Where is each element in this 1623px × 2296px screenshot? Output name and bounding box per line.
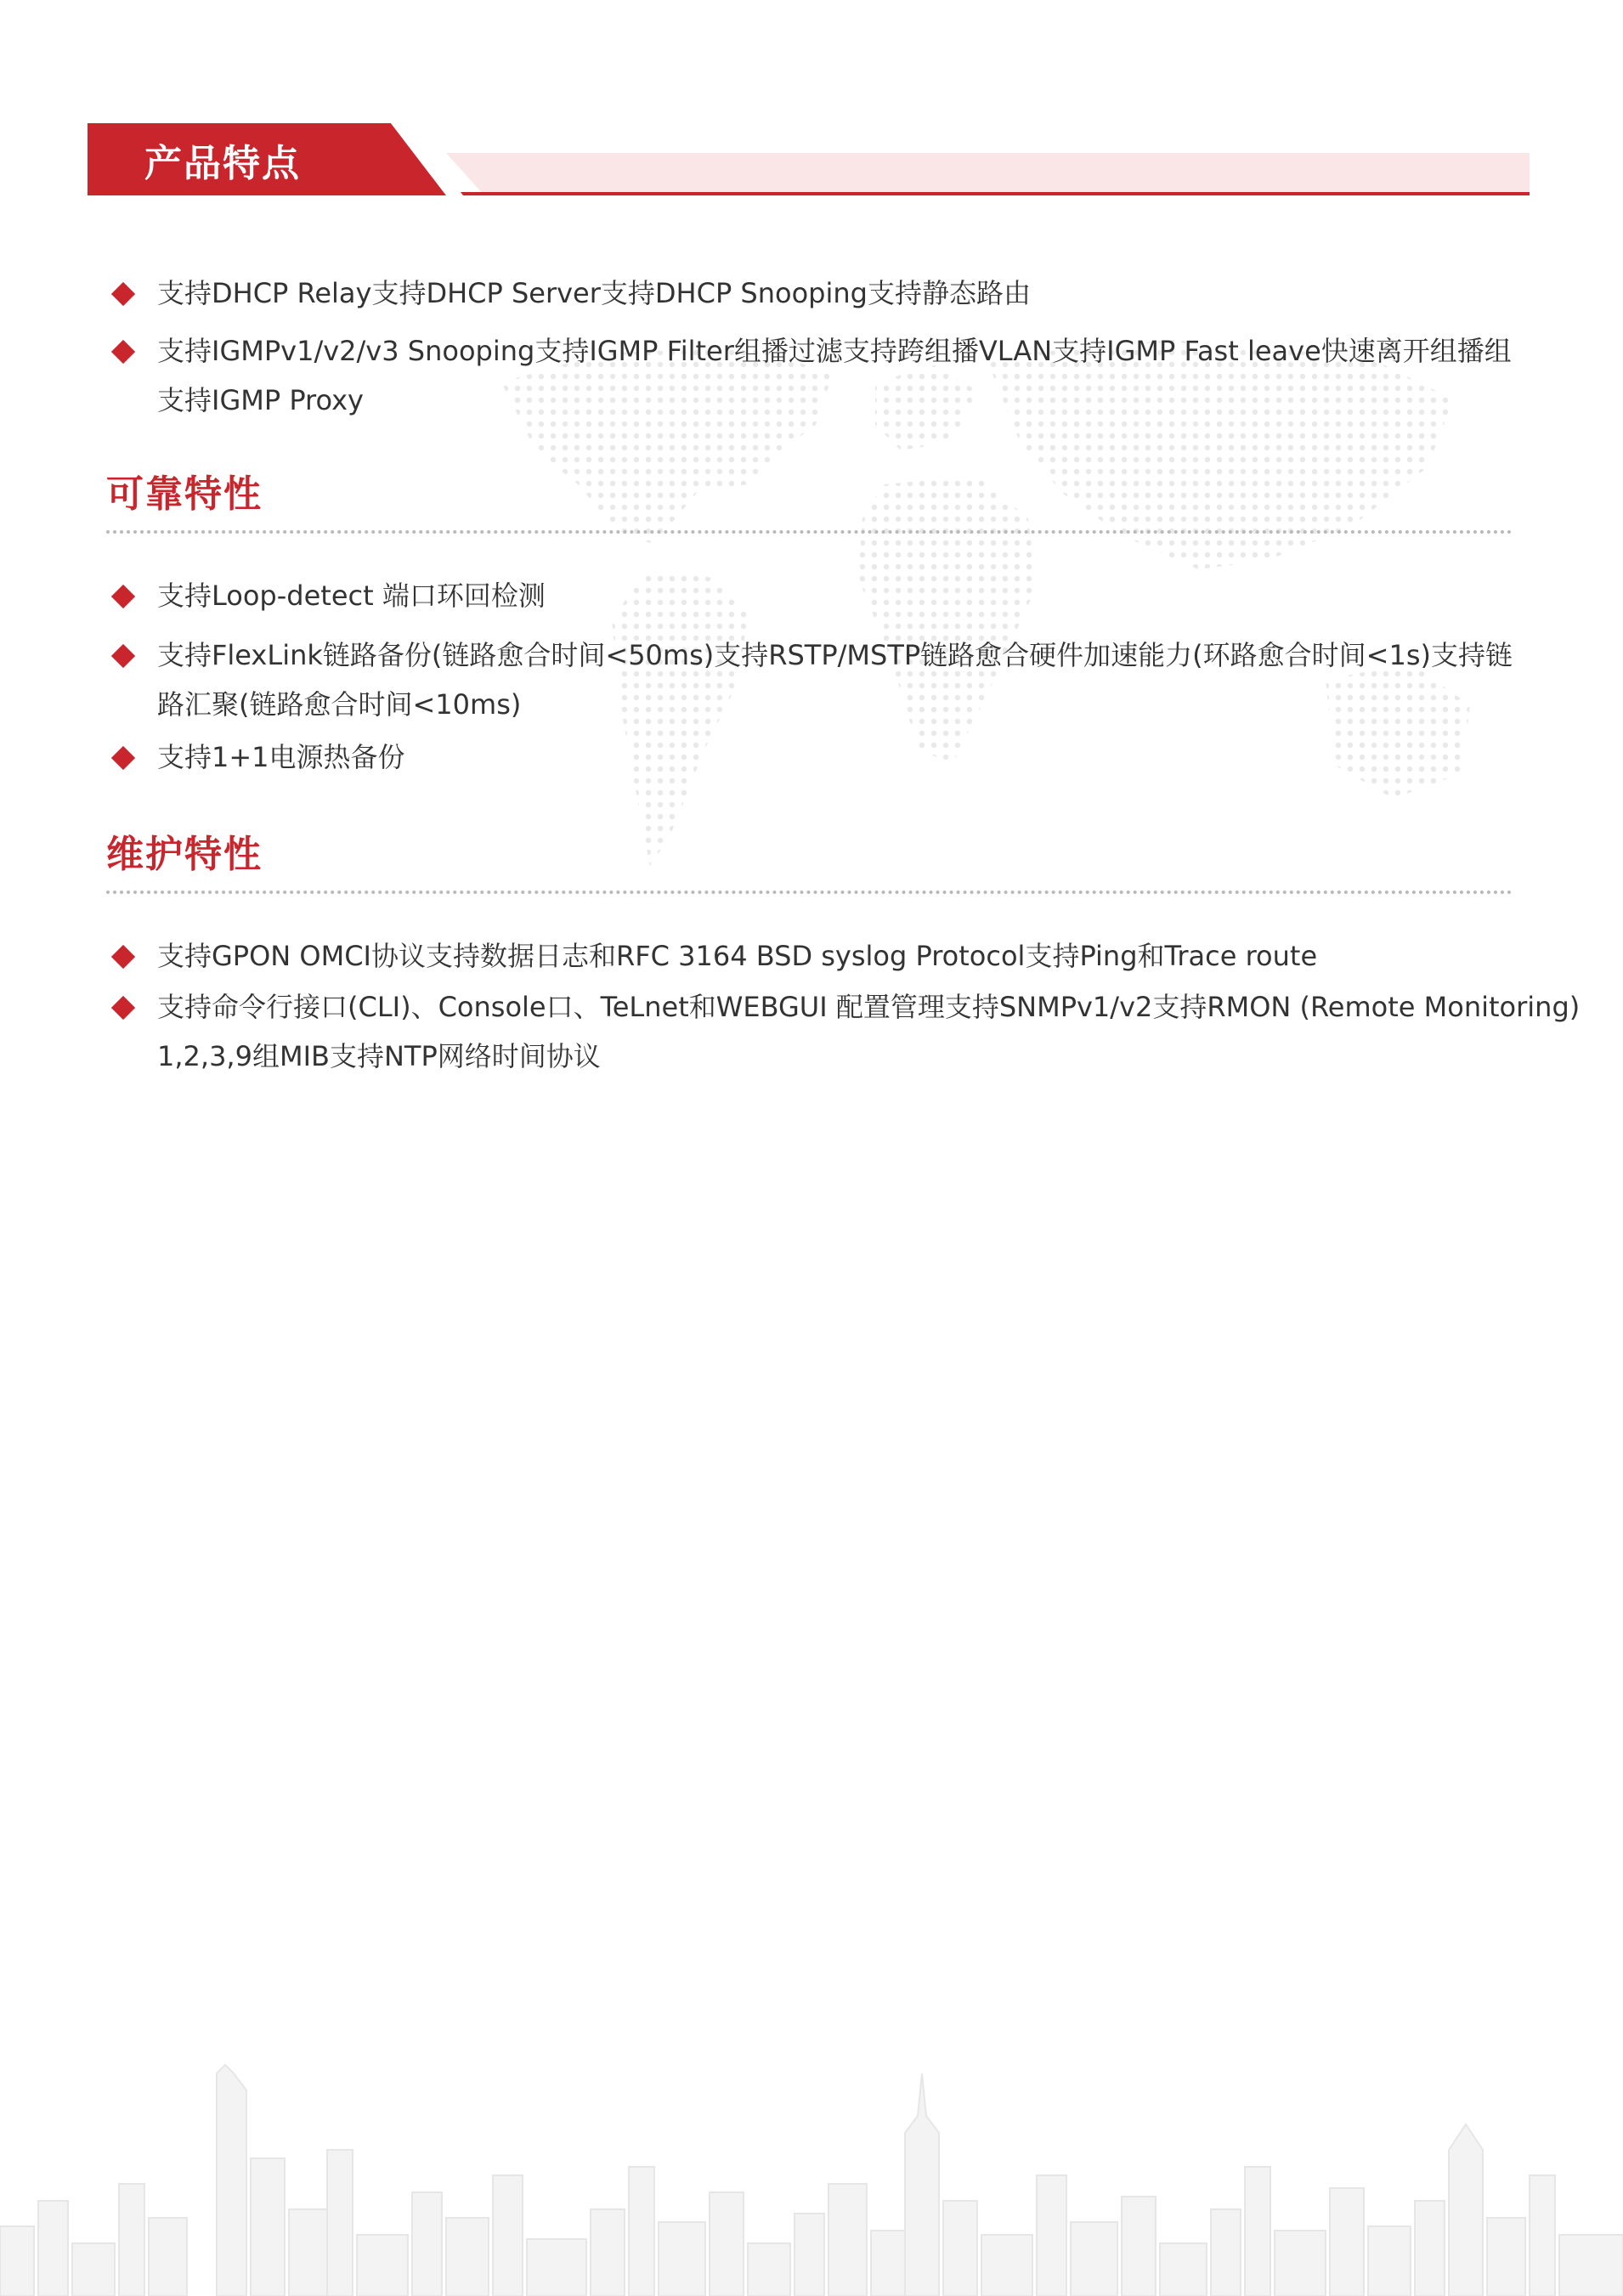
list-item-text: 支持Loop-detect 端口环回检测 xyxy=(157,580,546,612)
list-item-text: 支持1+1电源热备份 xyxy=(157,741,405,773)
bullet-diamond-icon xyxy=(111,746,135,770)
list-item-text: 支持FlexLink链路备份(链路愈合时间<50ms)支持RSTP/MSTP链路愈合硬件加速能力(环路愈合时间<1s)支持链 xyxy=(157,639,1513,671)
list-item xyxy=(106,931,1500,981)
header-light-band xyxy=(446,153,1530,195)
section-divider xyxy=(106,530,1513,534)
bullet-diamond-icon xyxy=(111,996,135,1020)
bullet-diamond-icon xyxy=(111,340,135,364)
header-title: 产品特点 xyxy=(144,142,301,185)
bullet-diamond-icon xyxy=(111,644,135,668)
bullet-diamond-icon xyxy=(111,945,135,969)
city-skyline-background xyxy=(0,2039,1623,2296)
list-item xyxy=(106,269,1500,318)
list-item-text: 支持DHCP Relay支持DHCP Server支持DHCP Snooping支持静态路由 xyxy=(157,277,1031,309)
list-item-text: 支持GPON OMCI协议支持数据日志和RFC 3164 BSD syslog Protocol支持Ping和Trace route xyxy=(157,940,1318,972)
bullet-diamond-icon xyxy=(111,282,135,306)
section-title-reliability: 可靠特性 xyxy=(106,472,263,516)
bullet-diamond-icon xyxy=(111,585,135,608)
list-item-text: 支持命令行接口(CLI)、Console口、TeLnet和WEBGUI 配置管理支持SNMPv1/v2支持RMON (Remote Monitoring) xyxy=(157,991,1581,1023)
list-item-text-continued: 1,2,3,9组MIB支持NTP网络时间协议 xyxy=(157,1040,601,1072)
list-item xyxy=(106,571,1500,620)
section-divider xyxy=(106,891,1513,894)
list-item xyxy=(106,326,1512,425)
list-item xyxy=(106,732,1500,782)
list-item-text-continued: 路汇聚(链路愈合时间<10ms) xyxy=(157,688,522,721)
list-item-text-continued: 支持IGMP Proxy xyxy=(157,384,364,416)
list-item xyxy=(106,631,1513,729)
list-item-text: 支持IGMPv1/v2/v3 Snooping支持IGMP Filter组播过滤支持跨组播VLAN支持IGMP Fast leave快速离开组播组 xyxy=(157,335,1512,367)
list-item xyxy=(106,982,1581,1081)
section-title-maintenance: 维护特性 xyxy=(106,833,263,876)
